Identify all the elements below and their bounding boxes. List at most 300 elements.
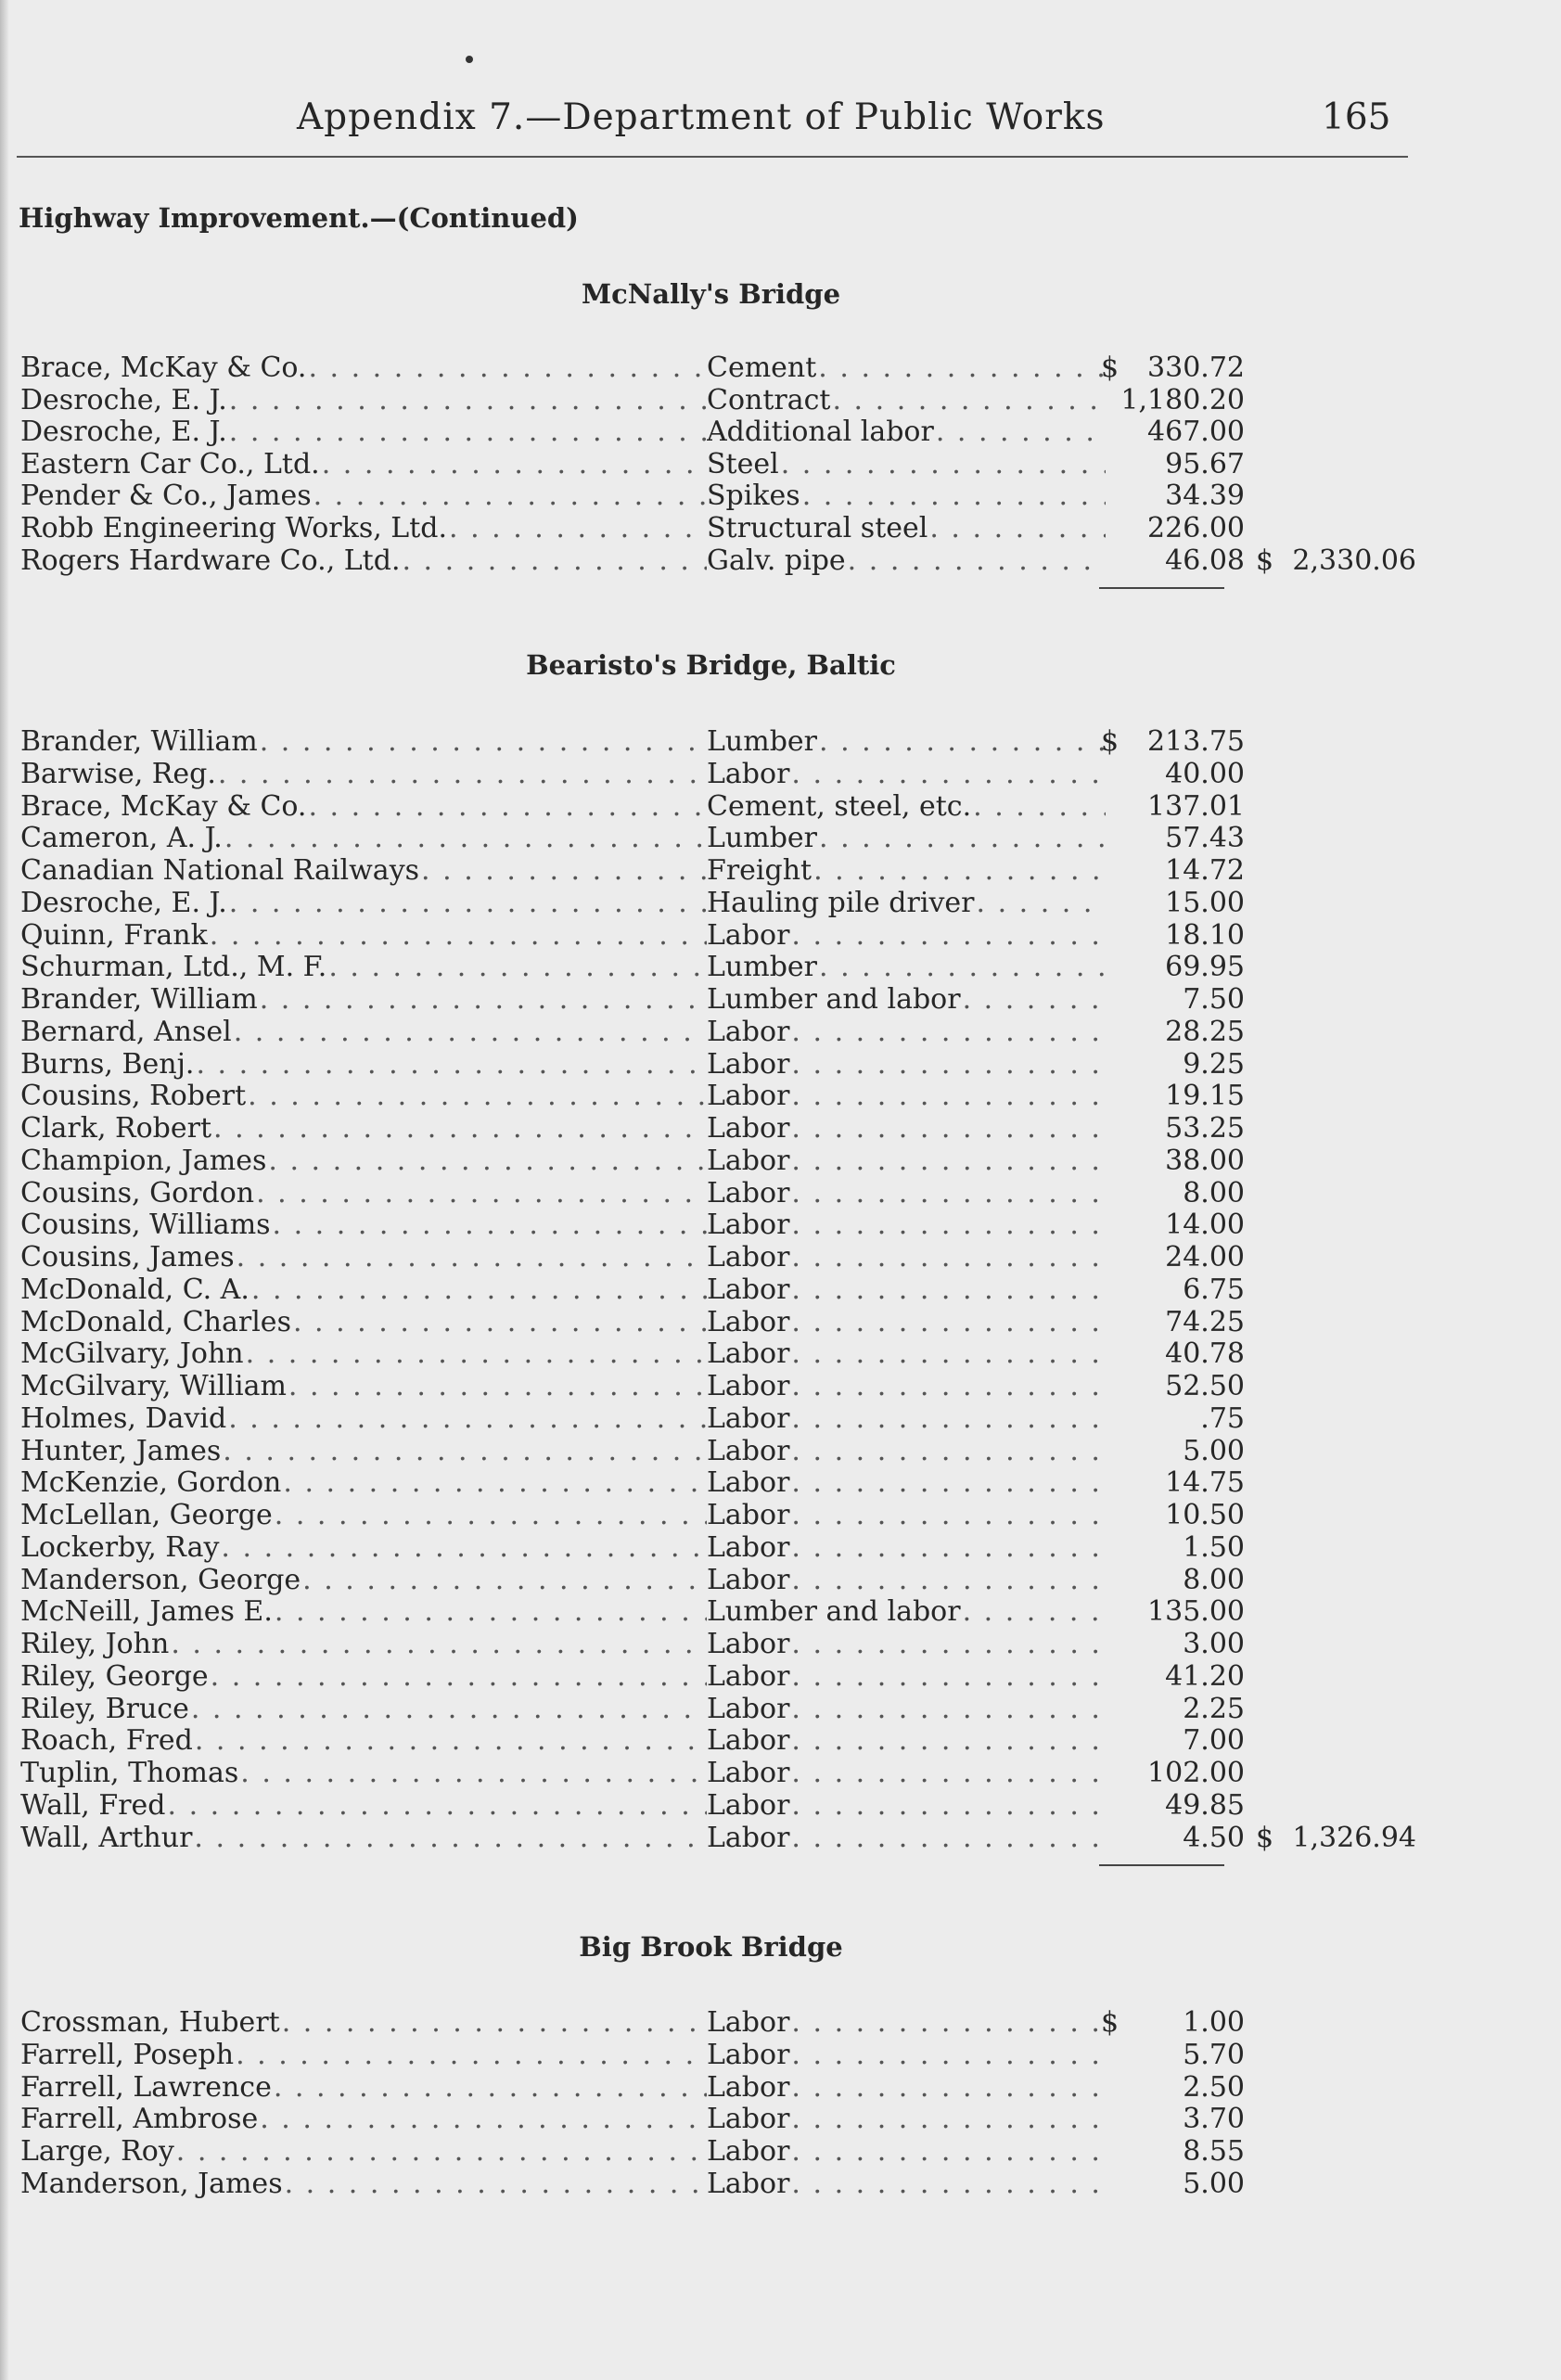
payee-name-text: Lockerby, Ray [20, 1530, 220, 1564]
expense-item [707, 2006, 1106, 2039]
payee-name [20, 2168, 707, 2200]
amount: 4.50 [1183, 1821, 1245, 1854]
ledger-row [20, 2006, 1412, 2039]
expense-item [707, 352, 1106, 384]
expense-item [707, 919, 1106, 952]
amount: 7.50 [1183, 983, 1245, 1016]
expense-item-text: Freight [707, 854, 812, 887]
payee-name-text: Holmes, David [20, 1401, 227, 1435]
ledger-row [20, 1241, 1412, 1273]
ledger-row [20, 790, 1412, 823]
payee-name [20, 790, 707, 823]
expense-item-text: Labor [707, 1499, 790, 1531]
amount: 40.78 [1165, 1337, 1245, 1371]
amount: 1.50 [1183, 1530, 1245, 1564]
payee-name [20, 887, 707, 919]
payee-name-text: Barwise, Reg. [20, 757, 216, 790]
amount: 9.25 [1183, 1047, 1245, 1081]
ledger-row [20, 512, 1412, 544]
ledger-row [20, 448, 1412, 480]
expense-item-text: Labor [707, 2006, 790, 2039]
payee-name-text: Canadian National Railways [20, 854, 420, 887]
amount: 2.25 [1183, 1692, 1245, 1725]
payee-name-text: Cousins, James [20, 1241, 235, 1273]
ledger-row [20, 2039, 1412, 2071]
amount: 74.25 [1165, 1305, 1245, 1338]
ledger-row [20, 1337, 1412, 1370]
expense-item [707, 1757, 1106, 1789]
payee-name-text: Champion, James [20, 1144, 267, 1177]
amount: 226.00 [1147, 512, 1245, 544]
ledger-row [20, 1273, 1412, 1306]
subtotal-rule [1099, 587, 1224, 589]
ledger-row [20, 1435, 1412, 1467]
payee-name-text: Schurman, Ltd., M. F. [20, 951, 327, 984]
payee-name [20, 2039, 707, 2071]
payee-name [20, 1693, 707, 1725]
page-title: Appendix 7.—Department of Public Works [297, 96, 1106, 138]
total-dollar-sign: $ [1256, 544, 1274, 577]
payee-name-text: Pender & Co., James [20, 480, 312, 513]
amount: 14.72 [1165, 854, 1245, 887]
ledger-row [20, 854, 1412, 887]
payee-name-text: Brace, McKay & Co. [20, 789, 307, 823]
payee-name-text: Clark, Robert [20, 1112, 212, 1145]
subtotal-rule [1099, 1864, 1224, 1866]
ledger-row [20, 1402, 1412, 1435]
amount: 49.85 [1165, 1788, 1245, 1822]
expense-item [707, 416, 1106, 448]
amount: 15.00 [1165, 886, 1245, 919]
payee-name [20, 1337, 707, 1370]
expense-item [707, 1660, 1106, 1693]
section-total: 1,326.94 [1292, 1821, 1416, 1854]
expense-item-text: Labor [707, 1241, 790, 1273]
payee-name [20, 1402, 707, 1435]
ledger-row [20, 480, 1412, 512]
expense-item-text: Lumber and labor [707, 983, 961, 1016]
payee-name-text: Burns, Benj. [20, 1047, 195, 1081]
payee-name-text: Eastern Car Co., Ltd. [20, 447, 320, 480]
expense-item-text: Labor [707, 1047, 790, 1081]
expense-item-text: Labor [707, 1659, 790, 1693]
ledger-row [20, 1660, 1412, 1693]
expense-item-text: Labor [707, 1466, 790, 1500]
payee-name-text: Desroche, E. J. [20, 416, 227, 449]
page-number: 165 [1322, 96, 1391, 138]
expense-item [707, 1177, 1106, 1209]
payee-name [20, 544, 707, 577]
payee-name-text: Cousins, Gordon [20, 1176, 255, 1209]
amount: 69.95 [1165, 951, 1245, 984]
payee-name [20, 1273, 707, 1306]
payee-name-text: Manderson, James [20, 2168, 283, 2200]
payee-name [20, 1531, 707, 1564]
expense-item [707, 1724, 1106, 1757]
payee-name [20, 1660, 707, 1693]
expense-item [707, 1822, 1106, 1854]
expense-item-text: Labor [707, 2103, 790, 2136]
ledger-row [20, 2103, 1412, 2135]
payee-name-text: Riley, John [20, 1628, 170, 1660]
printed-dot [466, 56, 473, 63]
amount: 34.39 [1165, 480, 1245, 513]
amount: 38.00 [1165, 1144, 1245, 1177]
expense-item [707, 1370, 1106, 1402]
ledger-row [20, 1177, 1412, 1209]
payee-name [20, 983, 707, 1016]
payee-name [20, 1595, 707, 1628]
dollar-sign: $ [1101, 725, 1120, 758]
amount: 330.72 [1147, 352, 1245, 384]
ledger-row [20, 2071, 1412, 2104]
amount: .75 [1200, 1401, 1245, 1435]
page-header [0, 93, 1561, 148]
amount: 6.75 [1183, 1273, 1245, 1306]
ledger-row [20, 1531, 1412, 1564]
ledger-row [20, 1595, 1412, 1628]
subsection-title: Bearisto's Bridge, Baltic [526, 649, 896, 681]
ledger-row [20, 983, 1412, 1016]
ledger-row [20, 416, 1412, 448]
expense-item [707, 854, 1106, 887]
expense-item-text: Hauling pile driver [707, 886, 975, 919]
expense-item [707, 951, 1106, 983]
expense-item-text: Labor [707, 1821, 790, 1854]
expense-item [707, 758, 1106, 790]
expense-item [707, 1016, 1106, 1048]
payee-name-text: Desroche, E. J. [20, 886, 227, 919]
subsection-title: Big Brook Bridge [579, 1931, 843, 1963]
expense-item [707, 1499, 1106, 1531]
expense-item-text: Labor [707, 1305, 790, 1338]
payee-name-text: Robb Engineering Works, Ltd. [20, 512, 448, 544]
section-title: Highway Improvement.—(Continued) [19, 202, 579, 234]
payee-name [20, 1177, 707, 1209]
expense-item-text: Labor [707, 1628, 790, 1660]
ledger-row [20, 1757, 1412, 1789]
payee-name-text: Cameron, A. J. [20, 822, 223, 855]
expense-item [707, 1402, 1106, 1435]
ledger-row [20, 2135, 1412, 2168]
amount: 52.50 [1165, 1370, 1245, 1402]
payee-name [20, 1435, 707, 1467]
amount: 7.00 [1183, 1724, 1245, 1758]
amount: 2.50 [1183, 2070, 1245, 2104]
payee-name-text: McKenzie, Gordon [20, 1466, 282, 1500]
amount: 8.00 [1183, 1176, 1245, 1209]
amount: 467.00 [1147, 416, 1245, 449]
payee-name [20, 758, 707, 790]
payee-name-text: Brander, William [20, 983, 258, 1016]
payee-name [20, 822, 707, 854]
payee-name-text: McLellan, George [20, 1499, 273, 1531]
expense-item [707, 1112, 1106, 1145]
expense-item-text: Labor [707, 1401, 790, 1435]
expense-item-text: Labor [707, 1144, 790, 1177]
expense-item [707, 1628, 1106, 1660]
amount: 40.00 [1165, 757, 1245, 790]
amount: 5.70 [1183, 2038, 1245, 2071]
payee-name-text: Wall, Fred [20, 1788, 166, 1822]
expense-item-text: Contract [707, 383, 831, 416]
expense-item [707, 1306, 1106, 1338]
payee-name [20, 1241, 707, 1273]
expense-item-text: Galv. pipe [707, 544, 846, 577]
payee-name [20, 1757, 707, 1789]
expense-item-text: Labor [707, 757, 790, 790]
ledger-row [20, 919, 1412, 952]
payee-name-text: McNeill, James E. [20, 1595, 273, 1629]
ledger-row [20, 1466, 1412, 1499]
payee-name [20, 384, 707, 416]
expense-item [707, 725, 1106, 758]
amount: 8.00 [1183, 1563, 1245, 1596]
amount: 24.00 [1165, 1241, 1245, 1273]
expense-item-text: Additional labor [707, 416, 934, 449]
expense-item [707, 544, 1106, 577]
ledger-row [20, 1499, 1412, 1531]
payee-name [20, 2071, 707, 2104]
expense-item-text: Steel [707, 447, 779, 480]
payee-name [20, 1145, 707, 1177]
payee-name-text: Brace, McKay & Co. [20, 352, 307, 384]
expense-item-text: Labor [707, 918, 790, 952]
payee-name-text: Hunter, James [20, 1434, 222, 1467]
amount: 5.00 [1183, 1434, 1245, 1467]
payee-name [20, 1370, 707, 1402]
expense-item-text: Spikes [707, 480, 800, 513]
payee-name-text: Rogers Hardware Co., Ltd. [20, 544, 401, 577]
payee-name [20, 725, 707, 758]
ledger-row [20, 758, 1412, 790]
payee-name [20, 1016, 707, 1048]
expense-item-text: Labor [707, 1530, 790, 1564]
expense-item-text: Labor [707, 2038, 790, 2071]
amount: 1.00 [1183, 2006, 1245, 2039]
expense-item-text: Lumber and labor [707, 1595, 961, 1629]
payee-name-text: Quinn, Frank [20, 918, 208, 952]
expense-item-text: Cement, steel, etc. [707, 789, 972, 823]
expense-item [707, 887, 1106, 919]
expense-item [707, 448, 1106, 480]
expense-item [707, 1564, 1106, 1596]
payee-name-text: Cousins, Robert [20, 1080, 247, 1113]
payee-name-text: Farrell, Lawrence [20, 2070, 272, 2104]
amount: 8.55 [1183, 2135, 1245, 2169]
amount: 3.00 [1183, 1628, 1245, 1660]
expense-item-text: Labor [707, 1434, 790, 1467]
expense-item [707, 2103, 1106, 2135]
amount: 46.08 [1165, 544, 1245, 577]
payee-name-text: McGilvary, John [20, 1337, 244, 1371]
payee-name [20, 1789, 707, 1822]
amount: 213.75 [1147, 725, 1245, 758]
payee-name [20, 1306, 707, 1338]
expense-item [707, 1693, 1106, 1725]
ledger-row [20, 1821, 1416, 1854]
ledger-row [20, 951, 1412, 983]
expense-item [707, 1466, 1106, 1499]
expense-item [707, 384, 1106, 416]
expense-item [707, 1789, 1106, 1822]
expense-item [707, 983, 1106, 1016]
payee-name [20, 1628, 707, 1660]
expense-item-text: Labor [707, 1757, 790, 1789]
payee-name [20, 480, 707, 512]
amount: 14.75 [1165, 1466, 1245, 1500]
payee-name-text: Manderson, George [20, 1563, 301, 1596]
payee-name-text: McDonald, Charles [20, 1305, 291, 1338]
payee-name-text: Riley, Bruce [20, 1692, 189, 1725]
expense-item-text: Labor [707, 2168, 790, 2200]
expense-item-text: Labor [707, 1015, 790, 1048]
ledger-row [20, 725, 1412, 758]
payee-name-text: Bernard, Ansel [20, 1015, 232, 1048]
expense-item-text: Labor [707, 1724, 790, 1758]
amount: 1,180.20 [1120, 383, 1245, 416]
payee-name [20, 1499, 707, 1531]
payee-name [20, 1080, 707, 1112]
amount: 135.00 [1147, 1595, 1245, 1629]
payee-name-text: McGilvary, William [20, 1370, 287, 1402]
expense-item-text: Cement [707, 352, 817, 384]
expense-item [707, 2039, 1106, 2071]
ledger-row [20, 1370, 1412, 1402]
expense-item-text: Lumber [707, 822, 817, 855]
expense-item-text: Labor [707, 1563, 790, 1596]
payee-name [20, 2103, 707, 2135]
expense-item-text: Lumber [707, 725, 817, 758]
expense-item [707, 480, 1106, 512]
expense-item-text: Labor [707, 1370, 790, 1402]
ledger-row [20, 1628, 1412, 1660]
payee-name [20, 2006, 707, 2039]
payee-name-text: Roach, Fred [20, 1724, 193, 1758]
expense-item-text: Labor [707, 1692, 790, 1725]
ledger-row [20, 1016, 1412, 1048]
payee-name [20, 1724, 707, 1757]
payee-name-text: Tuplin, Thomas [20, 1757, 239, 1789]
payee-name-text: Brander, William [20, 725, 258, 758]
expense-item-text: Structural steel [707, 512, 928, 544]
ledger-row [20, 1048, 1412, 1081]
ledger-row [20, 1564, 1412, 1596]
expense-item-text: Labor [707, 2070, 790, 2104]
expense-item [707, 1048, 1106, 1081]
expense-item-text: Labor [707, 1112, 790, 1145]
payee-name [20, 1822, 707, 1854]
section-total: 2,330.06 [1292, 544, 1416, 577]
payee-name-text: Desroche, E. J. [20, 383, 227, 416]
expense-item-text: Labor [707, 1176, 790, 1209]
payee-name-text: Crossman, Hubert [20, 2006, 280, 2039]
payee-name [20, 1112, 707, 1145]
expense-item [707, 1145, 1106, 1177]
amount: 41.20 [1165, 1659, 1245, 1693]
ledger-row [20, 352, 1412, 384]
payee-name [20, 512, 707, 544]
payee-name-text: Farrell, Poseph [20, 2038, 235, 2071]
payee-name-text: Wall, Arthur [20, 1821, 193, 1854]
ledger-row [20, 1112, 1412, 1145]
payee-name-text: Cousins, Williams [20, 1209, 271, 1242]
amount: 18.10 [1165, 918, 1245, 952]
amount: 19.15 [1165, 1080, 1245, 1113]
total-dollar-sign: $ [1256, 1821, 1274, 1854]
ledger-row [20, 1306, 1412, 1338]
amount: 3.70 [1183, 2103, 1245, 2136]
amount: 10.50 [1165, 1499, 1245, 1531]
amount: 5.00 [1183, 2168, 1245, 2200]
payee-name [20, 2135, 707, 2168]
page-spine-shadow [0, 0, 9, 2380]
ledger-row [20, 1145, 1412, 1177]
payee-name [20, 448, 707, 480]
ledger-row [20, 887, 1412, 919]
expense-item [707, 1209, 1106, 1241]
ledger-row [20, 1080, 1412, 1112]
expense-item [707, 2071, 1106, 2104]
expense-item [707, 1080, 1106, 1112]
payee-name [20, 1048, 707, 1081]
ledger-row [20, 1209, 1412, 1241]
payee-name-text: Farrell, Ambrose [20, 2103, 259, 2136]
expense-item [707, 2168, 1106, 2200]
expense-item-text: Lumber [707, 951, 817, 984]
expense-item-text: Labor [707, 1273, 790, 1306]
expense-item [707, 2135, 1106, 2168]
expense-item-text: Labor [707, 1788, 790, 1822]
expense-item [707, 1435, 1106, 1467]
ledger-row [20, 2168, 1412, 2200]
expense-item [707, 1595, 1106, 1628]
payee-name [20, 919, 707, 952]
expense-item-text: Labor [707, 1080, 790, 1113]
amount: 57.43 [1165, 822, 1245, 855]
expense-item [707, 512, 1106, 544]
ledger-row [20, 384, 1412, 416]
expense-item [707, 1337, 1106, 1370]
ledger-row [20, 1693, 1412, 1725]
payee-name [20, 352, 707, 384]
payee-name [20, 1564, 707, 1596]
payee-name [20, 416, 707, 448]
expense-item-text: Labor [707, 1337, 790, 1371]
payee-name-text: McDonald, C. A. [20, 1273, 250, 1306]
amount: 53.25 [1165, 1112, 1245, 1145]
payee-name [20, 854, 707, 887]
expense-item [707, 1531, 1106, 1564]
expense-item [707, 822, 1106, 854]
payee-name [20, 1466, 707, 1499]
payee-name-text: Riley, George [20, 1659, 209, 1693]
amount: 14.00 [1165, 1209, 1245, 1242]
expense-item-text: Labor [707, 1209, 790, 1242]
amount: 137.01 [1147, 789, 1245, 823]
header-rule [17, 156, 1408, 158]
ledger-row [20, 822, 1412, 854]
expense-item-text: Labor [707, 2135, 790, 2169]
payee-name-text: Large, Roy [20, 2135, 174, 2169]
expense-item [707, 790, 1106, 823]
amount: 28.25 [1165, 1015, 1245, 1048]
payee-name [20, 1209, 707, 1241]
expense-item [707, 1241, 1106, 1273]
ledger-row [20, 544, 1416, 577]
subsection-title: McNally's Bridge [581, 278, 841, 310]
amount: 102.00 [1147, 1757, 1245, 1789]
